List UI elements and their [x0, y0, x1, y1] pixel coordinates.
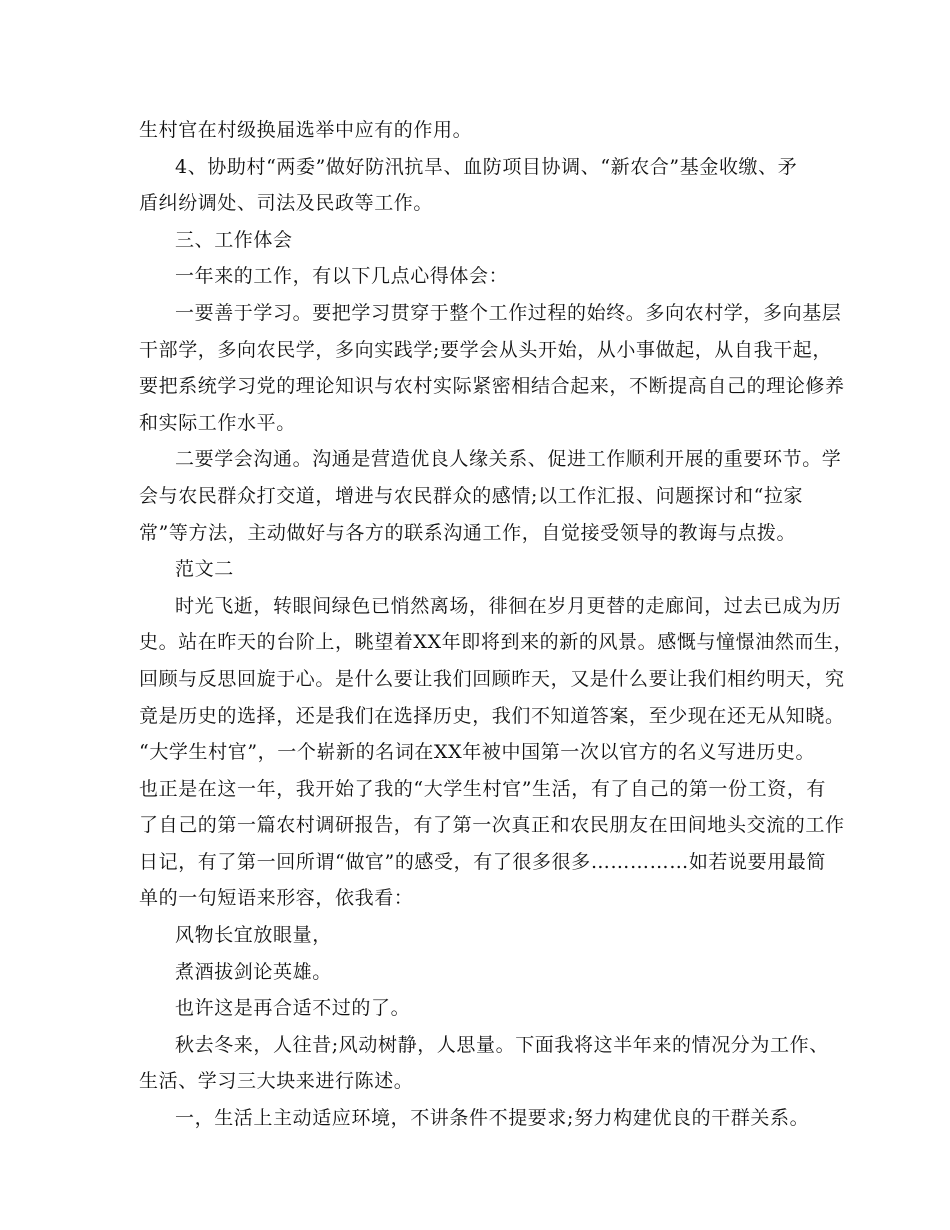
document-body [139, 112, 854, 1137]
text-line: 一年来的工作，有以下几点心得体会： [175, 265, 509, 288]
text-line: 时光飞逝，转眼间绿色已悄然离场，徘徊在岁月更替的走廊间，过去已成为历 [175, 594, 842, 617]
text-line: 会与农民群众打交道，增进与农民群众的感情;以工作汇报、问题探讨和“拉家 [139, 484, 804, 507]
text-line: 4、协助村“两委”做好防汛抗旱、血防项目协调、“新农合”基金收缴、矛 [175, 155, 798, 178]
text-line: 范文二 [175, 558, 234, 581]
text-line: 常”等方法，主动做好与各方的联系沟通工作，自觉接受领导的教诲与点拨。 [139, 521, 797, 544]
text-line: 单的一句短语来形容，依我看： [139, 887, 414, 910]
text-line: 秋去冬来，人往昔;风动树静，人思量。下面我将这半年来的情况分为工作、 [175, 1033, 829, 1056]
text-line: 回顾与反思回旋于心。是什么要让我们回顾昨天，又是什么要让我们相约明天，究 [139, 667, 845, 690]
text-line: 和实际工作水平。 [139, 411, 296, 434]
text-line: “大学生村官”，一个崭新的名词在XX年被中国第一次以官方的名义写进历史。 [139, 741, 816, 764]
text-line: 生活、学习三大块来进行陈述。 [139, 1070, 414, 1093]
text-line: 也正是在这一年，我开始了我的“大学生村官”生活，有了自己的第一份工资，有 [139, 777, 827, 800]
text-line: 风物长宜放眼量， [175, 924, 332, 947]
text-line: 生村官在村级换届选举中应有的作用。 [139, 119, 473, 141]
text-line: 一要善于学习。要把学习贯穿于整个工作过程的始终。多向农村学，多向基层 [175, 301, 842, 324]
text-line: 干部学，多向农民学，多向实践学;要学会从头开始，从小事做起，从自我干起， [139, 338, 833, 361]
text-line: 煮酒拔剑论英雄。 [175, 960, 332, 983]
text-line: 竟是历史的选择，还是我们在选择历史，我们不知道答案，至少现在还无从知晓。 [139, 704, 845, 727]
text-line: 也许这是再合适不过的了。 [175, 997, 411, 1020]
text-line: 三、工作体会 [175, 228, 293, 251]
text-line: 一，生活上主动适应环境，不讲条件不提要求;努力构建优良的干群关系。 [175, 1107, 810, 1130]
text-line: 史。站在昨天的台阶上，眺望着XX年即将到来的新的风景。感慨与憧憬油然而生， [139, 631, 854, 654]
text-line: 日记，有了第一回所谓“做官”的感受，有了很多很多……………如若说要用最简 [139, 850, 827, 873]
text-line: 二要学会沟通。沟通是营造优良人缘关系、促进工作顺利开展的重要环节。学 [175, 448, 842, 471]
text-line: 要把系统学习党的理论知识与农村实际紧密相结合起来，不断提高自己的理论修养 [139, 375, 845, 398]
text-line: 盾纠纷调处、司法及民政等工作。 [139, 192, 434, 215]
text-line: 了自己的第一篇农村调研报告，有了第一次真正和农民朋友在田间地头交流的工作 [139, 814, 845, 837]
